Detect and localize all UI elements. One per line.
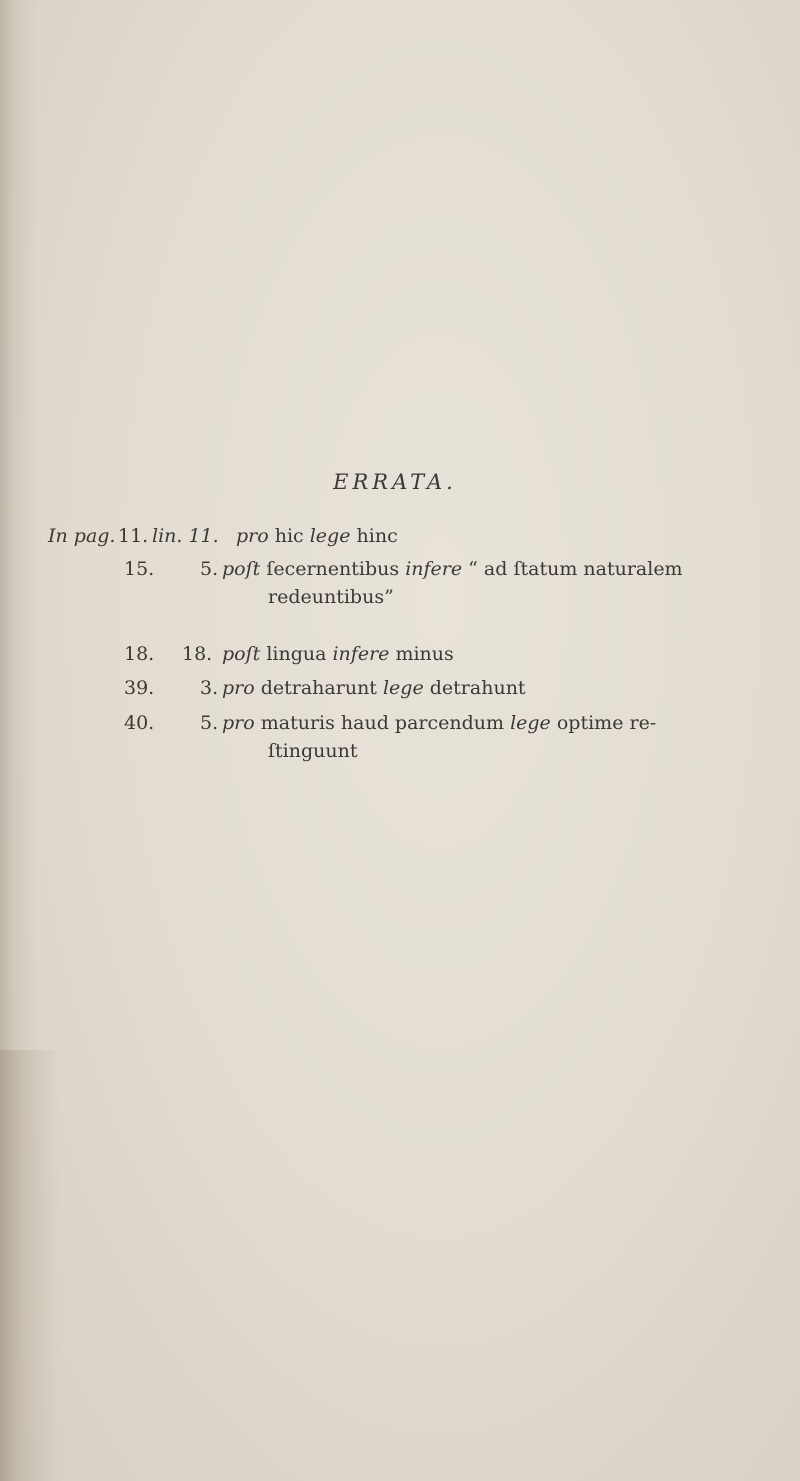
correction-word: maturis <box>260 712 341 734</box>
correction-word: poſt <box>222 643 267 665</box>
correction-word: detrahunt <box>429 677 526 699</box>
line-number: 3. <box>200 677 219 699</box>
correction-word: hic <box>274 525 310 547</box>
correction-word: pro <box>222 677 261 699</box>
errata-title <box>0 470 800 494</box>
correction-word: lege <box>510 712 557 734</box>
page-prefix: In pag. <box>48 525 116 547</box>
correction-text <box>222 557 683 581</box>
correction-word: “ <box>468 558 484 580</box>
page-edge-shadow-lower <box>0 1050 60 1481</box>
line-number-text: lin. 11. <box>152 525 219 547</box>
page-number: 39. <box>124 677 155 699</box>
correction-word: ſtatum <box>513 558 584 580</box>
correction-continuation: redeuntibus” <box>268 586 394 608</box>
correction-word: parcendum <box>394 712 511 734</box>
correction-word: ad <box>483 558 514 580</box>
correction-word: pro <box>236 525 275 547</box>
correction-word: ſecernentibus <box>266 558 406 580</box>
correction-word: detraharunt <box>260 677 383 699</box>
page-number: 11. <box>118 525 149 547</box>
line-number <box>152 524 219 548</box>
correction-word: re- <box>629 712 657 734</box>
errata-title-text: ERRATA. <box>333 470 457 494</box>
correction-word: lege <box>382 677 430 699</box>
correction-word: infere <box>332 643 396 665</box>
correction-continuation: ſtinguunt <box>268 740 358 762</box>
page-number: 40. <box>124 712 155 734</box>
correction-word: hinc <box>356 525 398 547</box>
correction-word: naturalem <box>583 558 683 580</box>
line-number: 5. <box>200 558 219 580</box>
line-number: 5. <box>200 712 219 734</box>
correction-word: minus <box>395 643 454 665</box>
page-number: 15. <box>124 558 155 580</box>
correction-word: pro <box>222 712 261 734</box>
correction-text <box>222 676 526 700</box>
correction-word: poſt <box>222 558 267 580</box>
page-number: 18. <box>124 643 155 665</box>
correction-text <box>236 524 398 548</box>
correction-text <box>222 711 656 735</box>
correction-word: lege <box>309 525 357 547</box>
correction-word: infere <box>405 558 469 580</box>
correction-text <box>222 642 454 666</box>
correction-word: lingua <box>266 643 333 665</box>
correction-word: haud <box>340 712 395 734</box>
correction-word: optime <box>556 712 630 734</box>
line-number: 18. <box>182 643 213 665</box>
